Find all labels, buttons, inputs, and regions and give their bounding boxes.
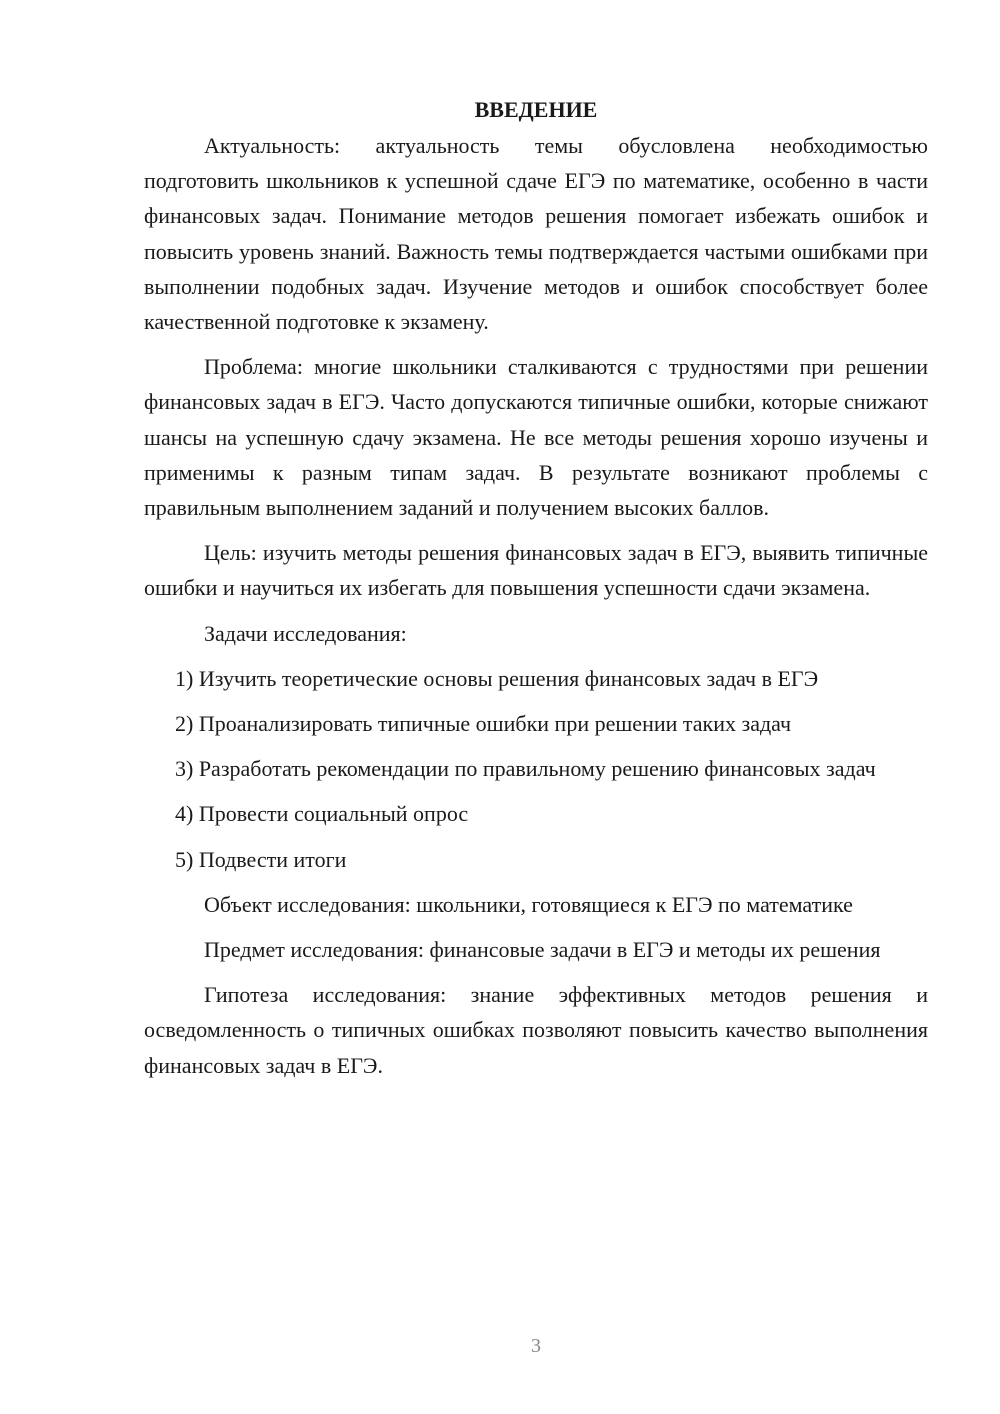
list-item: 1) Изучить теоретические основы решения финансовых задач в ЕГЭ	[175, 665, 819, 691]
tasks-list	[144, 661, 928, 877]
list-item: 3) Разработать рекомендации по правильному решению финансовых задач	[175, 756, 876, 782]
page-number: 3	[531, 1335, 541, 1357]
list-item: 4) Провести социальный опрос	[175, 801, 469, 827]
list-item: 2) Проанализировать типичные ошибки при решении таких задач	[175, 711, 792, 737]
paragraph-hypothesis: Гипотеза исследования: знание эффективных методов решения и осведомленность о типичных ошибках позволяют повысить качество выполнения финансовых задач в ЕГЭ.	[144, 982, 928, 1078]
document-page	[144, 94, 928, 1093]
list-item: 5) Подвести итоги	[175, 846, 347, 872]
tasks-heading: Задачи исследования:	[204, 620, 407, 646]
paragraph-subject: Предмет исследования: финансовые задачи в ЕГЭ и методы их решения	[204, 937, 881, 963]
page-title: ВВЕДЕНИЕ	[474, 97, 598, 122]
paragraph-problem: Проблема: многие школьники сталкиваются с трудностями при решении финансовых задач в ЕГЭ. Часто допускаются типичные ошибки, которые снижают шансы на успешную сдачу экзамена. Не все методы решения хорошо изучены и применимы к разным типам задач. В результате возникают проблемы с правильным выполнением заданий и получением высоких баллов.	[144, 354, 928, 521]
paragraph-goal: Цель: изучить методы решения финансовых задач в ЕГЭ, выявить типичные ошибки и научиться их избегать для повышения успешности сдачи экзамена.	[144, 540, 928, 601]
paragraph-relevance: Актуальность: актуальность темы обусловлена необходимостью подготовить школьников к успешной сдаче ЕГЭ по математике, особенно в части финансовых задач. Понимание методов решения помогает избежать ошибок и повысить уровень знаний. Важность темы подтверждается частыми ошибками при выполнении подобных задач. Изучение методов и ошибок способствует более качественной подготовке к экзамену.	[144, 133, 928, 335]
paragraph-object: Объект исследования: школьники, готовящиеся к ЕГЭ по математике	[204, 891, 853, 917]
